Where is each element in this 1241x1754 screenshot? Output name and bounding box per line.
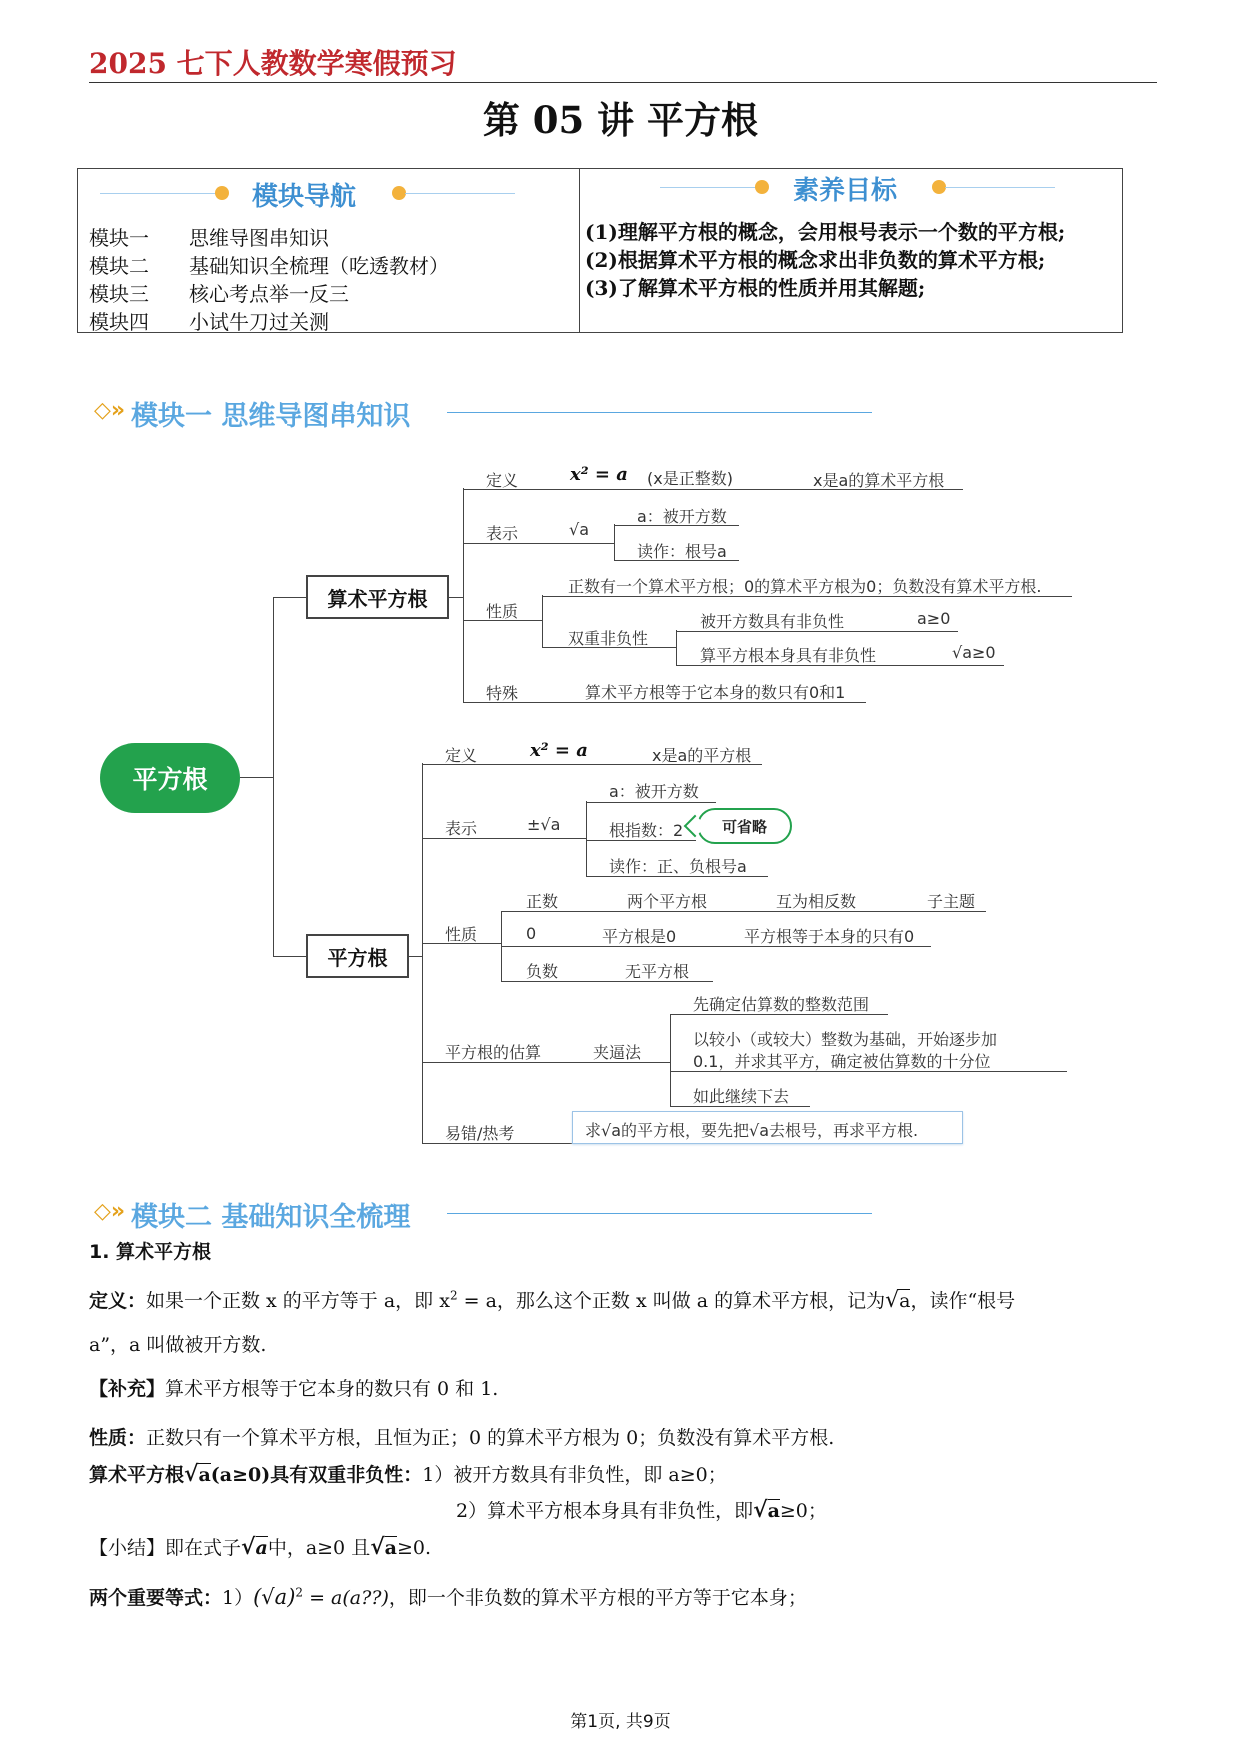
arith-rep-symbol: √a (569, 520, 589, 539)
arith-special-underline (463, 702, 866, 703)
square-connector (409, 956, 423, 957)
square-est-2a: 以较小（或较大）整数为基础，开始逐步加 (693, 1030, 998, 1049)
sqrt-symbol: √ (753, 1497, 768, 1523)
square-err-label: 易错/热考 (445, 1124, 515, 1143)
property-line: 性质：正数只有一个算术平方根，且恒为正；0 的算术平方根为 0；负数没有算术平方根. (89, 1427, 835, 1449)
square-prop-underline (422, 943, 502, 944)
arith-double-1: 被开方数具有非负性 (700, 612, 845, 631)
arith-double-1-value: a≥0 (917, 609, 951, 628)
square-rep-label: 表示 (445, 819, 478, 838)
arith-prop-underline (463, 620, 543, 621)
nav-item-2: 模块二 基础知识全梳理（吃透教材） (89, 254, 449, 278)
arith-def-text: x是a的算术平方根 (813, 471, 945, 490)
square-err-text: 求√a的平方根，要先把√a去根号，再求平方根. (585, 1121, 919, 1140)
sqrt-symbol: √ (370, 1534, 385, 1560)
square-est-2b: 0.1，并求其平方，确定被估算数的十分位 (693, 1052, 991, 1071)
square-est-label: 平方根的估算 (445, 1043, 542, 1062)
arith-connector (449, 597, 464, 598)
root-to-square (273, 956, 306, 957)
subsection-title: 1. 算术平方根 (89, 1241, 212, 1263)
arith-special-text: 算术平方根等于它本身的数只有0和1 (585, 683, 846, 702)
page-footer: 第1页, 共9页 (570, 1712, 671, 1732)
square-est-3-underline (670, 1106, 810, 1107)
arith-rep-branch (614, 524, 615, 561)
square-rep-omit-callout (697, 808, 792, 844)
mindmap-root-node: 平方根 (100, 743, 240, 813)
arith-trunk (463, 488, 464, 703)
square-trunk (422, 763, 423, 1143)
square-err-underline (422, 1143, 572, 1144)
square-zero-underline (501, 946, 931, 947)
square-node: 平方根 (306, 934, 409, 978)
arith-rep-read-underline (614, 560, 739, 561)
square-def-label: 定义 (445, 746, 478, 765)
arith-def-formula: x² = a (570, 464, 628, 485)
square-est-method: 夹逼法 (593, 1043, 642, 1062)
square-neg-label: 负数 (526, 962, 559, 981)
square-est-3: 如此继续下去 (693, 1087, 790, 1106)
square-zero-2: 平方根等于本身的只有0 (744, 927, 915, 946)
square-pos-label: 正数 (526, 892, 559, 911)
double-nonneg-line-2: 2）算术平方根本身具有非负性，即√a≥0； (456, 1497, 827, 1523)
lecture-title: 第 05 讲 平方根 (482, 98, 759, 142)
nav-heading: 模块导航 (252, 182, 357, 212)
arith-prop-text: 正数有一个算术平方根；0的算术平方根为0；负数没有算术平方根. (568, 577, 1042, 596)
arith-double-2-value: √a≥0 (952, 643, 996, 662)
arith-double-2: 算平方根本身具有非负性 (700, 646, 877, 665)
root-connector (240, 777, 274, 778)
square-def-formula: x² = a (530, 740, 588, 761)
square-est-underline (422, 1062, 671, 1063)
square-rep-underline (422, 838, 587, 839)
square-pos-underline (501, 911, 986, 912)
definition-line-2: a”，a 叫做被开方数. (89, 1334, 267, 1356)
arith-double-2-underline (676, 665, 1004, 666)
root-to-arith (273, 597, 306, 598)
square-rep-index-underline (586, 840, 696, 841)
goal-item-2: (2)根据算术平方根的概念求出非负数的算术平方根; (585, 248, 1046, 272)
arith-prop-label: 性质 (486, 602, 519, 621)
nav-item-3: 模块三 核心考点举一反三 (89, 282, 349, 306)
square-pos-2: 互为相反数 (776, 892, 857, 911)
definition-line-1: 定义：如果一个正数 x 的平方等于 a，即 $x^2 = a$，那么这个正数 x 叫做 a 的算术平方根，记为√a，读作“根号 (89, 1288, 1016, 1313)
square-zero-label: 0 (526, 924, 537, 943)
double-nonneg-line-1: 算术平方根√a(a≥0)具有双重非负性：1）被开方数具有非负性，即 a≥0； (89, 1461, 727, 1487)
square-est-1-underline (670, 1014, 888, 1015)
goal-item-1: (1)理解平方根的概念，会用根号表示一个数的平方根; (585, 220, 1066, 244)
square-rep-a-underline (586, 802, 716, 803)
square-est-2-underline (670, 1071, 1067, 1072)
square-pos-1: 两个平方根 (627, 892, 708, 911)
section2-heading: 模块二 基础知识全梳理 (131, 1202, 411, 1233)
arith-def-label: 定义 (486, 471, 519, 490)
section2-rule (447, 1213, 872, 1214)
document-header-title: 2025 七下人教数学寒假预习 (89, 47, 457, 80)
supplement-line: 【补充】算术平方根等于它本身的数只有 0 和 1. (89, 1378, 499, 1400)
arith-rep-a-underline (614, 525, 739, 526)
square-est-branch (670, 1014, 671, 1106)
square-neg-underline (501, 981, 713, 982)
square-neg-1: 无平方根 (625, 962, 690, 981)
square-def-text: x是a的平方根 (652, 746, 752, 765)
arith-def-cond: (x是正整数) (647, 469, 733, 488)
square-rep-omit-text: 可省略 (721, 817, 767, 836)
nav-item-4: 模块四 小试牛刀过关测 (89, 310, 329, 334)
square-def-underline (422, 764, 762, 765)
square-zero-1: 平方根是0 (602, 927, 677, 946)
square-rep-read: 读作：正、负根号a (609, 857, 747, 876)
goals-heading: 素养目标 (793, 176, 898, 206)
arith-node: 算术平方根 (306, 575, 449, 619)
arith-double-underline (542, 647, 677, 648)
square-pos-3: 子主题 (927, 892, 976, 911)
arith-double-1-underline (676, 631, 958, 632)
sqrt-symbol: √ (885, 1288, 900, 1313)
arith-rep-underline (463, 543, 615, 544)
square-rep-read-underline (586, 876, 768, 877)
section1-heading: 模块一 思维导图串知识 (131, 401, 411, 432)
sqrt-symbol: √ (184, 1461, 199, 1487)
square-est-1: 先确定估算数的整数范围 (693, 995, 870, 1014)
section1-chevron-icon: ◇» (94, 398, 126, 423)
arith-def-underline (463, 489, 963, 490)
square-prop-label: 性质 (445, 925, 478, 944)
nav-item-1: 模块一 思维导图串知识 (89, 226, 329, 250)
arith-rep-label: 表示 (486, 524, 519, 543)
important-equation-line: 两个重要等式：$1)(√a)^2$ = a(a??)，即一个非负数的算术平方根的平方等于它本身； (89, 1585, 807, 1609)
section2-chevron-icon: ◇» (94, 1199, 126, 1224)
arith-double-branch (676, 630, 677, 665)
summary-line: 【小结】即在式子√a中，a≥0 且√a≥0. (89, 1534, 432, 1560)
arith-rep-read: 读作：根号a (637, 542, 727, 561)
root-trunk (273, 597, 274, 957)
arith-double-label: 双重非负性 (568, 629, 649, 648)
square-rep-a: a：被开方数 (609, 782, 699, 801)
square-rep-symbol: ±√a (527, 815, 561, 834)
arith-special-label: 特殊 (486, 684, 519, 703)
sqrt-symbol: √ (241, 1534, 256, 1560)
arith-prop-text-underline (542, 596, 1072, 597)
square-rep-index: 根指数：2 (609, 821, 684, 840)
arith-rep-a: a：被开方数 (637, 507, 727, 526)
square-rep-branch (586, 801, 587, 876)
goal-item-3: (3)了解算术平方根的性质并用其解题; (585, 276, 926, 300)
arith-prop-branch (542, 595, 543, 647)
